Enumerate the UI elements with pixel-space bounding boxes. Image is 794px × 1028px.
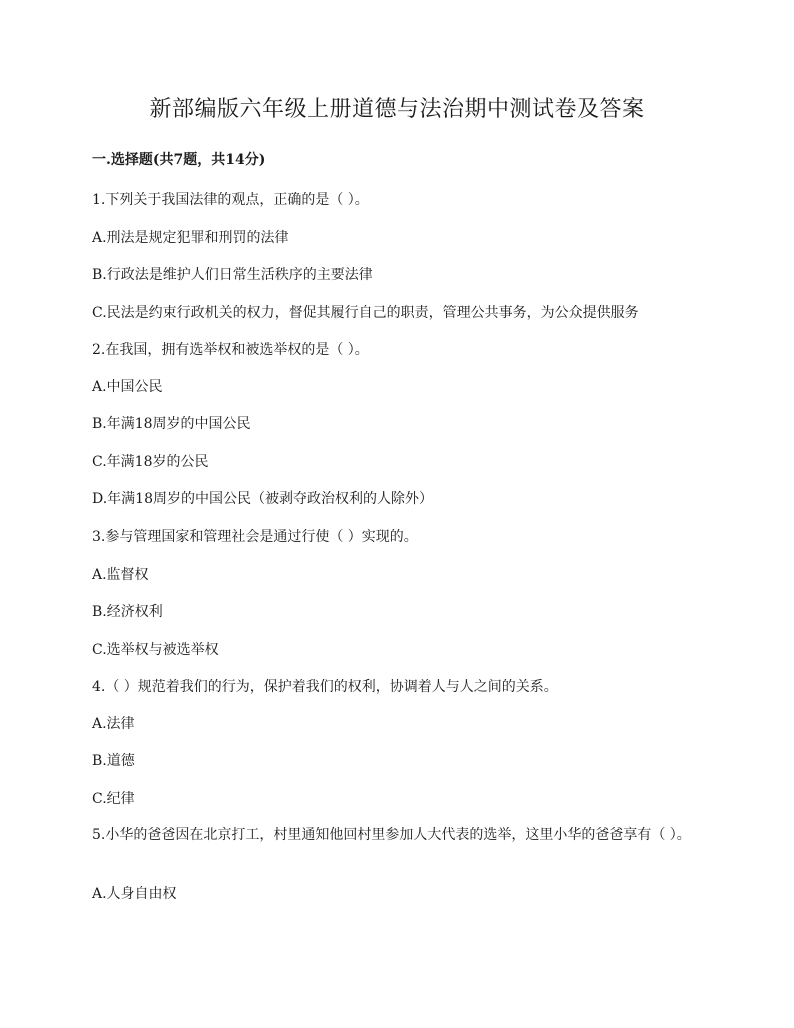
- question-1-option-a: A.刑法是规定犯罪和刑罚的法律: [92, 230, 289, 246]
- question-3-option-a: A.监督权: [92, 567, 149, 583]
- question-5-stem: 5.小华的爸爸因在北京打工，村里通知他回村里参加人大代表的选举，这里小华的爸爸享有（ ）。: [92, 827, 691, 843]
- question-2-option-a: A.中国公民: [92, 379, 163, 395]
- question-3-option-b: B.经济权利: [92, 604, 163, 620]
- document-title: 新部编版六年级上册道德与法治期中测试卷及答案: [149, 97, 645, 122]
- question-2-option-c: C.年满18岁的公民: [92, 454, 209, 470]
- question-3-option-c: C.选举权与被选举权: [92, 642, 219, 658]
- question-4-option-c: C.纪律: [92, 791, 135, 807]
- question-4-option-b: B.道德: [92, 753, 135, 769]
- question-5-option-a: A.人身自由权: [92, 886, 177, 902]
- question-2-option-b: B.年满18周岁的中国公民: [92, 416, 251, 432]
- question-1-option-b: B.行政法是维护人们日常生活秩序的主要法律: [92, 267, 373, 283]
- question-1-option-c: C.民法是约束行政机关的权力，督促其履行自己的职责，管理公共事务，为公众提供服务: [92, 305, 639, 321]
- question-1-stem: 1.下列关于我国法律的观点，正确的是（ ）。: [92, 192, 369, 208]
- section-heading: 一.选择题(共7题，共14分): [92, 152, 266, 168]
- question-4-option-a: A.法律: [92, 716, 135, 732]
- question-2-option-d: D.年满18周岁的中国公民（被剥夺政治权利的人除外）: [92, 491, 433, 507]
- question-4-stem: 4.（ ）规范着我们的行为，保护着我们的权利，协调着人与人之间的关系。: [92, 679, 558, 695]
- question-3-stem: 3.参与管理国家和管理社会是通过行使（ ）实现的。: [92, 529, 418, 545]
- question-2-stem: 2.在我国，拥有选举权和被选举权的是（ ）。: [92, 342, 369, 358]
